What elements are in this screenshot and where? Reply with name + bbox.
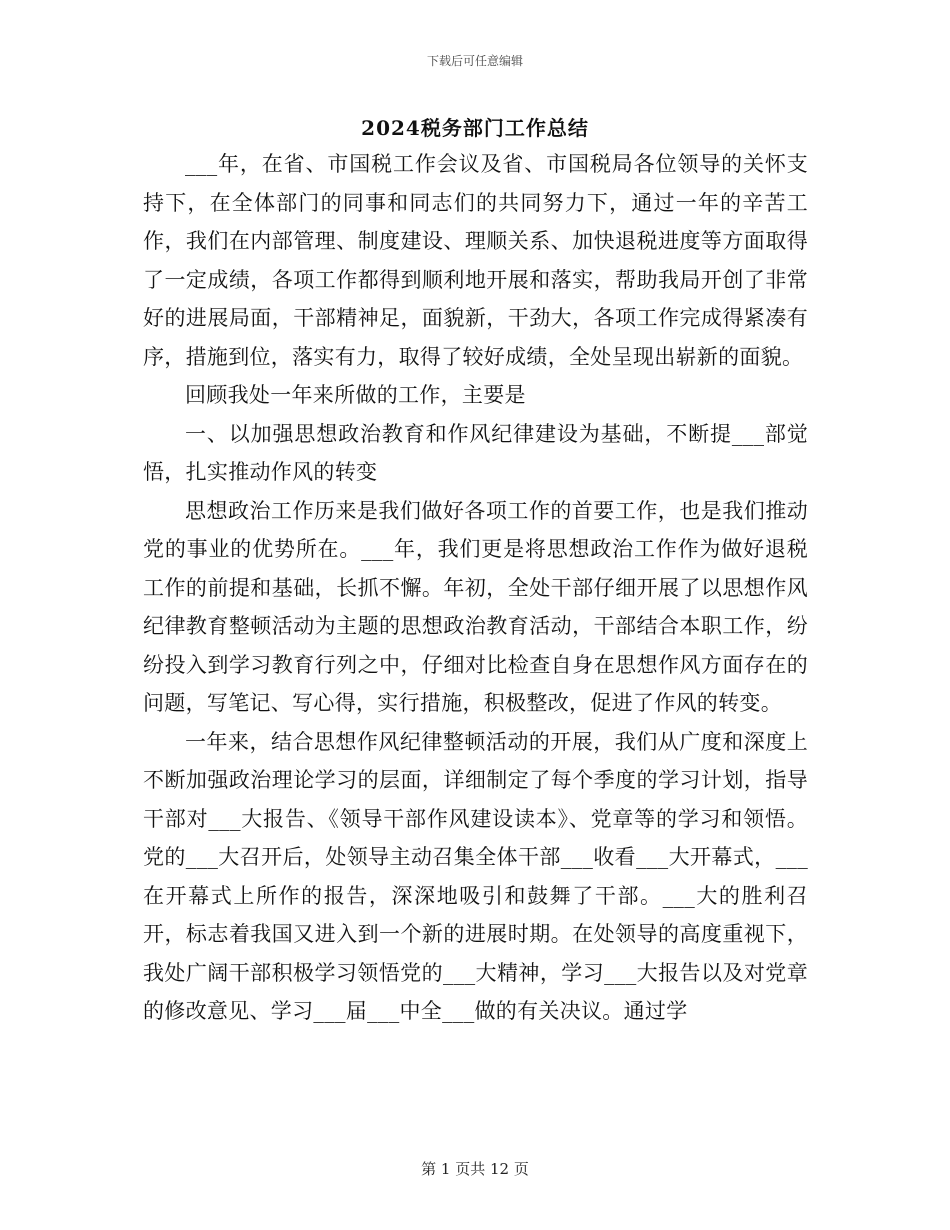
section-heading-1: 一、以加强思想政治教育和作风纪律建设为基础，不断提___部觉悟，扎实推动作风的转变 xyxy=(143,421,808,484)
document-title: 2024税务部门工作总结 xyxy=(361,116,589,140)
paragraph-review: 回顾我处一年来所做的工作，主要是 xyxy=(185,383,526,407)
paragraph-study: 一年来，结合思想作风纪律整顿活动的开展，我们从广度和深度上不断加强政治理论学习的层面，详细制定了每个季度的学习计划，指导干部对___大报告、《领导干部作风建设读本》、党章等的学习和领悟。党的___大召开后，处领导主动召集全体干部___收看___大开幕式，___在开幕式上所作的报告，深深地吸引和鼓舞了干部。___大的胜利召开，标志着我国又进入到一个新的进展时期。在处领导的高度重视下，我处广阔干部积极学习领悟党的___大精神，学习___大报告以及对党章的修改意见、学习___届___中全___做的有关决议。通过学 xyxy=(143,729,808,1023)
paragraph-political-work: 思想政治工作历来是我们做好各项工作的首要工作，也是我们推动党的事业的优势所在。___年，我们更是将思想政治工作作为做好退税工作的前提和基础，长抓不懈。年初，全处干部仔细开展了以思想作风纪律教育整顿活动为主题的思想政治教育活动，干部结合本职工作，纷纷投入到学习教育行列之中，仔细对比检查自身在思想作风方面存在的问题，写笔记、写心得，实行措施，积极整改，促进了作风的转变。 xyxy=(143,498,808,715)
page-number: 第 1 页共 12 页 xyxy=(421,1160,529,1178)
paragraph-intro: ___年，在省、市国税工作会议及省、市国税局各位领导的关怀支持下，在全体部门的同事和同志们的共同努力下，通过一年的辛苦工作，我们在内部管理、制度建设、理顺关系、加快退税进度等方面取得了一定成绩，各项工作都得到顺利地开展和落实，帮助我局开创了非常好的进展局面，干部精神足，面貌新，干劲大，各项工作完成得紧凑有序，措施到位，落实有力，取得了较好成绩，全处呈现出崭新的面貌。 xyxy=(143,152,808,369)
header-note: 下载后可任意编辑 xyxy=(426,54,523,68)
document-body xyxy=(143,145,808,1031)
